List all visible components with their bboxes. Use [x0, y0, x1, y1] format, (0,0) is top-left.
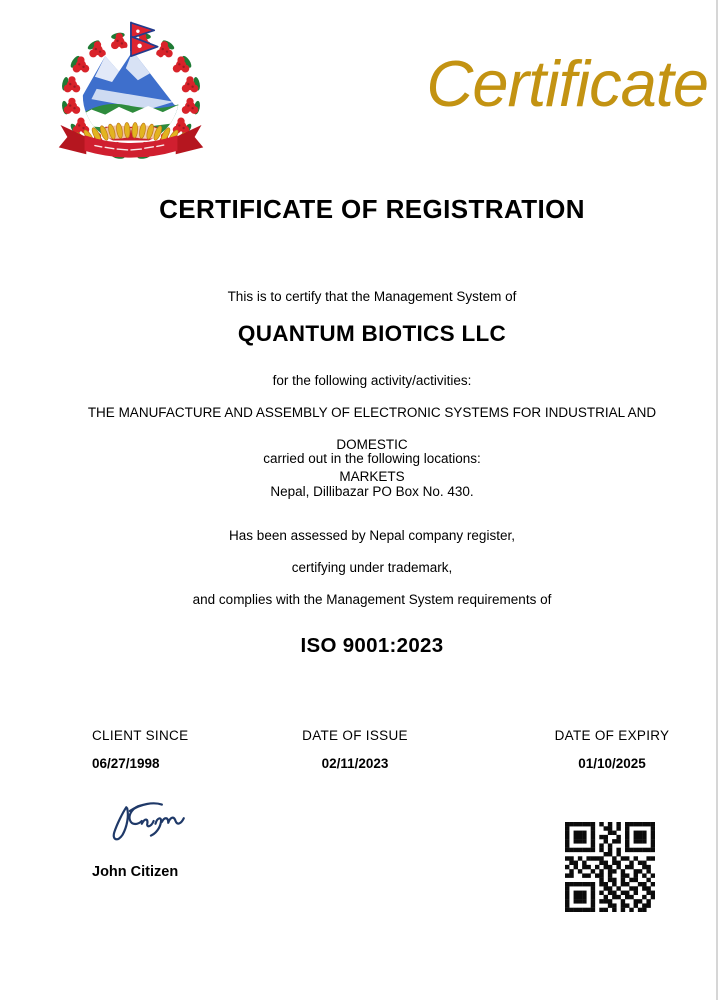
date-of-expiry-value: 01/10/2025 [578, 756, 646, 771]
date-of-expiry-column [532, 728, 692, 771]
qr-code [565, 822, 655, 912]
activity-line: MARKETS [339, 469, 405, 484]
date-of-issue-column [275, 728, 435, 771]
client-since-column [92, 728, 189, 771]
signatory-name: John Citizen [92, 864, 179, 880]
assessment-text [12, 512, 720, 624]
nepal-emblem-icon [45, 20, 217, 162]
client-since-value: 06/27/1998 [92, 756, 160, 771]
certificate-title: CERTIFICATE OF REGISTRATION [159, 194, 585, 224]
client-since-label: CLIENT SINCE [92, 728, 189, 743]
date-of-expiry-label: DATE OF EXPIRY [554, 728, 670, 743]
certificate-wordmark: Certificate [426, 47, 708, 120]
assessment-line: certifying under trademark, [291, 560, 453, 575]
date-of-issue-label: DATE OF ISSUE [302, 728, 408, 743]
location-text: Nepal, Dillibazar PO Box No. 430. [270, 484, 474, 499]
signature-icon [102, 800, 198, 842]
assessment-line: and complies with the Management System requirements of [192, 592, 552, 607]
date-of-issue-value: 02/11/2023 [321, 756, 389, 771]
intro-text: This is to certify that the Management System of [227, 289, 517, 304]
assessment-line: Has been assessed by Nepal company register, [229, 528, 515, 543]
activity-line: DOMESTIC [336, 437, 408, 452]
locations-intro-text: carried out in the following locations: [263, 451, 481, 466]
activity-line: THE MANUFACTURE AND ASSEMBLY OF ELECTRONIC SYSTEMS FOR INDUSTRIAL AND [87, 405, 657, 420]
activity-intro-text: for the following activity/activities: [272, 373, 472, 388]
company-name: QUANTUM BIOTICS LLC [237, 321, 507, 346]
iso-standard: ISO 9001:2023 [300, 634, 444, 657]
